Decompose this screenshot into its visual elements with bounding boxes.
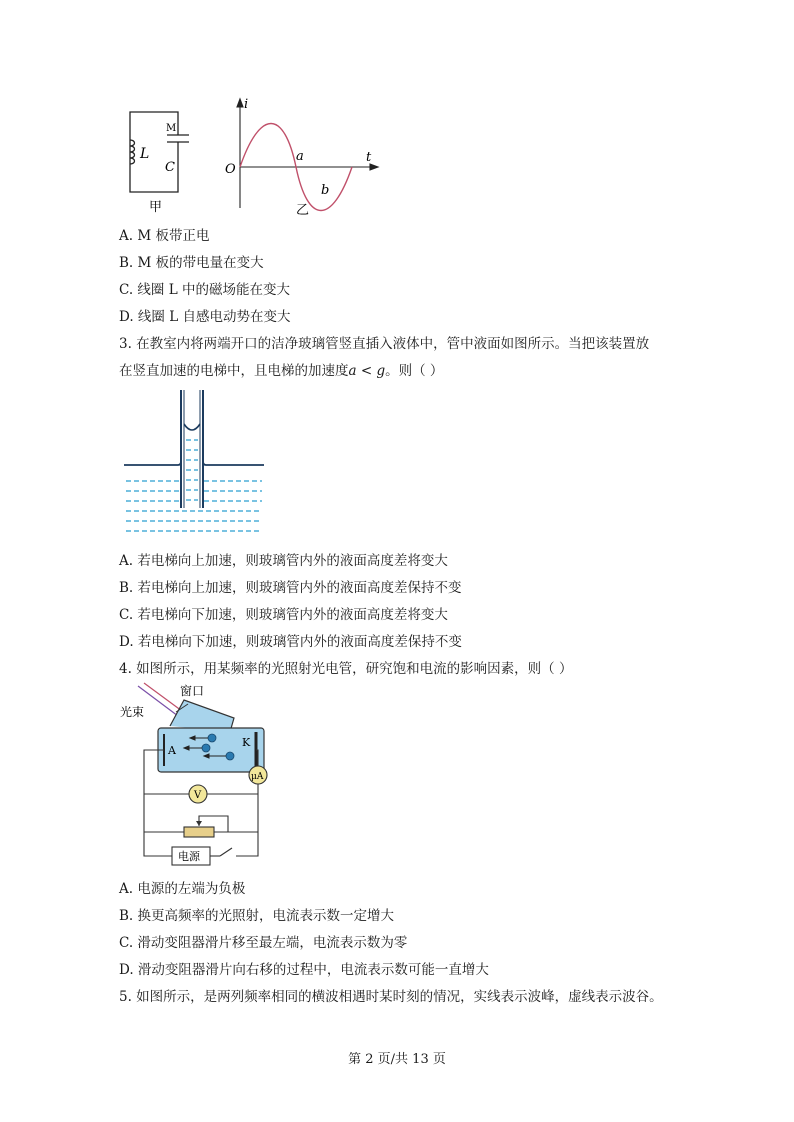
point-label-a: a bbox=[296, 149, 304, 164]
q2-option-a: A. M 板带正电 bbox=[119, 228, 210, 244]
label-microammeter: μA bbox=[251, 772, 264, 782]
rheostat-slider bbox=[196, 821, 202, 826]
label-power-source: 电源 bbox=[178, 850, 200, 863]
q4-option-a: A. 电源的左端为负极 bbox=[119, 881, 246, 897]
q3-option-c: C. 若电梯向下加速，则玻璃管内外的液面高度差将变大 bbox=[119, 607, 448, 623]
window-frame bbox=[170, 700, 234, 732]
origin-label: O bbox=[225, 162, 236, 177]
capillary-tube-figure bbox=[120, 384, 268, 536]
label-inductor: L bbox=[140, 146, 150, 162]
q3-stem-line1: 3. 在教室内将两端开口的洁净玻璃管竖直插入液体中，管中液面如图所示。当把该装置放 bbox=[119, 336, 650, 352]
label-anode: A bbox=[168, 744, 176, 757]
label-window: 窗口 bbox=[180, 684, 205, 698]
lc-circuit bbox=[130, 112, 189, 192]
q3-stem-line2 bbox=[119, 359, 443, 379]
axis-label-t: t bbox=[366, 150, 372, 165]
inductor-coil bbox=[130, 140, 135, 164]
meniscus bbox=[184, 424, 200, 430]
q3-stem-text: 在竖直加速的电梯中，且电梯的加速度 bbox=[119, 363, 349, 379]
label-capacitor: C bbox=[165, 160, 175, 175]
liquid-dashes bbox=[126, 440, 262, 531]
point-label-b: b bbox=[321, 183, 330, 198]
rheostat bbox=[184, 827, 214, 837]
q3-option-b: B. 若电梯向上加速，则玻璃管内外的液面高度差保持不变 bbox=[119, 580, 462, 596]
label-beam: 光束 bbox=[120, 705, 145, 719]
label-yi: 乙 bbox=[296, 203, 310, 218]
label-plate-m: M bbox=[166, 123, 177, 134]
outer-liquid-surface bbox=[124, 461, 264, 465]
label-jia: 甲 bbox=[149, 200, 163, 215]
q3-stem-tail: 。则（ ） bbox=[385, 363, 444, 379]
q5-stem: 5. 如图所示，是两列频率相同的横波相遇时某时刻的情况，实线表示波峰，虚线表示波谷。 bbox=[119, 989, 663, 1005]
phototube-circuit-figure bbox=[118, 680, 278, 868]
it-graph-axes bbox=[237, 99, 378, 208]
q3-condition: a < g bbox=[348, 363, 386, 379]
page-footer: 第 2 页/共 13 页 bbox=[348, 1052, 446, 1067]
lc-circuit-figure bbox=[118, 94, 388, 220]
q3-option-a: A. 若电梯向上加速，则玻璃管内外的液面高度差将变大 bbox=[119, 553, 448, 569]
q4-option-d: D. 滑动变阻器滑片向右移的过程中，电流表示数可能一直增大 bbox=[119, 962, 489, 978]
q4-stem: 4. 如图所示，用某频率的光照射光电管，研究饱和电流的影响因素，则（ ） bbox=[119, 661, 573, 677]
label-voltmeter: V bbox=[194, 790, 202, 801]
q4-option-b: B. 换更高频率的光照射，电流表示数一定增大 bbox=[119, 908, 395, 924]
axis-label-i: i bbox=[244, 97, 249, 112]
q2-option-d: D. 线圈 L 自感电动势在变大 bbox=[119, 309, 291, 325]
q2-option-b: B. M 板的带电量在变大 bbox=[119, 255, 264, 271]
q2-option-c: C. 线圈 L 中的磁场能在变大 bbox=[119, 282, 290, 298]
q3-option-d: D. 若电梯向下加速，则玻璃管内外的液面高度差保持不变 bbox=[119, 634, 462, 650]
glass-tube bbox=[181, 390, 203, 508]
label-cathode: K bbox=[242, 736, 251, 749]
q4-option-c: C. 滑动变阻器滑片移至最左端，电流表示数为零 bbox=[119, 935, 408, 951]
